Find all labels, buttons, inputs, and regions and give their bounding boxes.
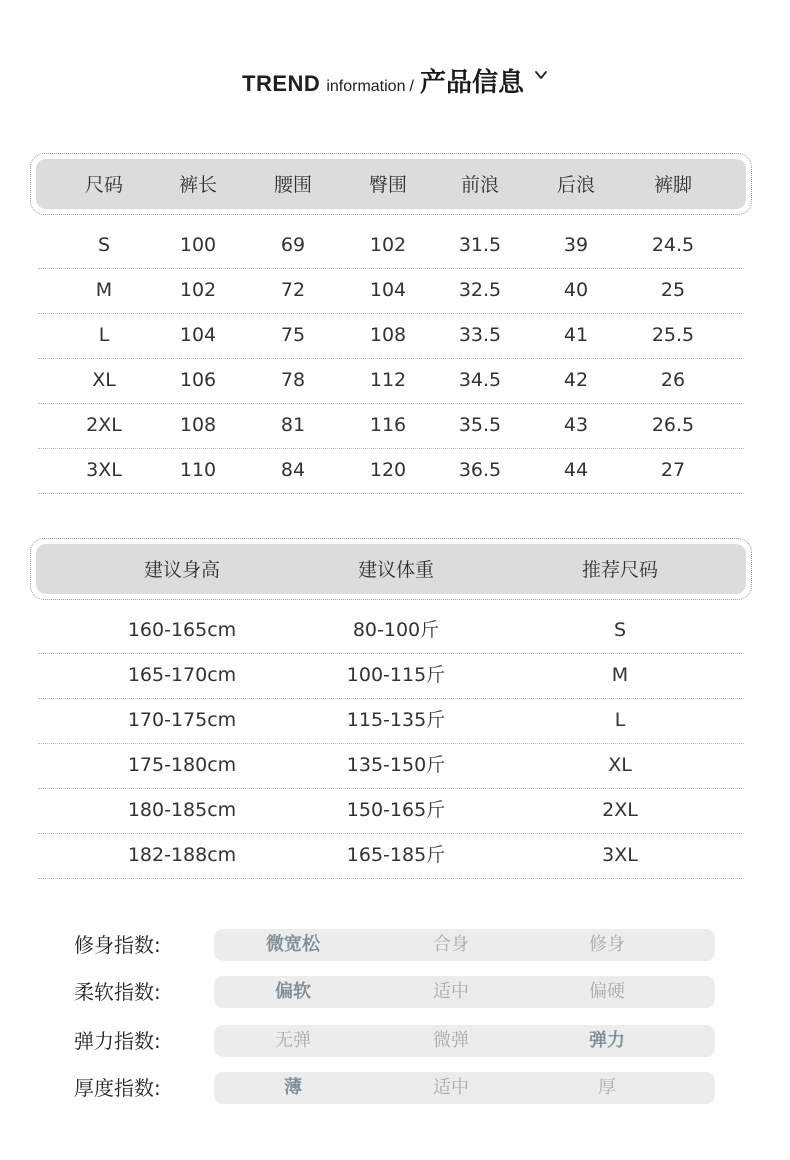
index-label: 弹力指数: xyxy=(74,1029,161,1053)
index-label: 柔软指数: xyxy=(74,980,161,1004)
title-slash: / xyxy=(409,78,414,95)
size-col-header: 后浪 xyxy=(556,174,595,196)
index-option: 无弹 xyxy=(275,1030,311,1051)
size-table-cell: 75 xyxy=(280,324,306,346)
size-table-cell: M xyxy=(95,279,113,301)
size-table-cell: 2XL xyxy=(86,414,122,436)
section-title xyxy=(0,62,790,106)
recommend-table-cell: 182-188cm xyxy=(127,844,237,866)
index-option: 厚 xyxy=(598,1077,616,1098)
recommend-table-cell: L xyxy=(614,709,626,731)
size-table-cell: S xyxy=(97,234,111,256)
table-row-divider xyxy=(38,358,744,359)
size-table-cell: 72 xyxy=(280,279,306,301)
size-col-header: 臀围 xyxy=(368,174,407,196)
table-row-divider xyxy=(38,788,744,789)
table-row-divider xyxy=(38,833,744,834)
recommend-table-cell: S xyxy=(613,619,627,641)
recommend-table-cell: 100-115斤 xyxy=(346,664,446,686)
table-row-divider xyxy=(38,743,744,744)
recommend-table-cell: 115-135斤 xyxy=(346,709,446,731)
recommend-table-cell: 3XL xyxy=(602,844,638,866)
size-col-header: 尺码 xyxy=(84,174,123,196)
size-table-cell: 25 xyxy=(660,279,686,301)
index-label: 厚度指数: xyxy=(74,1076,161,1100)
size-table-cell: 34.5 xyxy=(458,369,502,391)
index-option-selected: 弹力 xyxy=(589,1030,625,1051)
recommend-table-cell: 135-150斤 xyxy=(346,754,446,776)
table-row-divider xyxy=(38,493,744,494)
size-table-cell: 120 xyxy=(369,459,407,481)
title-information: information xyxy=(326,78,406,95)
recommend-table-cell: 175-180cm xyxy=(127,754,237,776)
size-table-cell: 104 xyxy=(179,324,217,346)
size-table-cell: 108 xyxy=(179,414,217,436)
size-table-cell: 42 xyxy=(563,369,589,391)
index-option: 适中 xyxy=(433,981,469,1002)
recommend-table-cell: 150-165斤 xyxy=(346,799,446,821)
size-col-header: 前浪 xyxy=(460,174,499,196)
recommend-col-header: 推荐尺码 xyxy=(581,559,658,581)
recommend-table-cell: 180-185cm xyxy=(127,799,237,821)
size-table-cell: L xyxy=(98,324,110,346)
table-row-divider xyxy=(38,878,744,879)
size-table-cell: 25.5 xyxy=(651,324,695,346)
index-option: 偏硬 xyxy=(589,981,625,1002)
chevron-down-icon xyxy=(534,68,548,82)
size-table-cell: 27 xyxy=(660,459,686,481)
size-table-cell: 41 xyxy=(563,324,589,346)
size-table-cell: 26.5 xyxy=(651,414,695,436)
index-option-selected: 偏软 xyxy=(275,981,311,1002)
size-table-cell: 35.5 xyxy=(458,414,502,436)
recommend-table-cell: 160-165cm xyxy=(127,619,237,641)
table-row-divider xyxy=(38,653,744,654)
size-table-cell: 32.5 xyxy=(458,279,502,301)
recommend-col-header: 建议身高 xyxy=(143,559,220,581)
table-row-divider xyxy=(38,448,744,449)
recommend-table-cell: 170-175cm xyxy=(127,709,237,731)
index-option-selected: 微宽松 xyxy=(266,934,320,955)
recommend-table-cell: 165-170cm xyxy=(127,664,237,686)
size-table-cell: 81 xyxy=(280,414,306,436)
size-col-header: 腰围 xyxy=(273,174,312,196)
size-table-cell: 31.5 xyxy=(458,234,502,256)
size-col-header: 裤长 xyxy=(178,174,217,196)
size-table-cell: 106 xyxy=(179,369,217,391)
title-trend: TREND xyxy=(242,71,321,96)
size-table-cell: 3XL xyxy=(86,459,122,481)
size-table-cell: 102 xyxy=(369,234,407,256)
size-table-cell: 100 xyxy=(179,234,217,256)
size-table-cell: 40 xyxy=(563,279,589,301)
table-row-divider xyxy=(38,313,744,314)
recommend-table-cell: 165-185斤 xyxy=(346,844,446,866)
size-table-cell: 43 xyxy=(563,414,589,436)
table-row-divider xyxy=(38,403,744,404)
index-option: 适中 xyxy=(433,1077,469,1098)
title-product-info: 产品信息 xyxy=(419,68,524,98)
recommend-table-cell: M xyxy=(611,664,629,686)
size-table-cell: 116 xyxy=(369,414,407,436)
recommend-col-header: 建议体重 xyxy=(357,559,434,581)
size-table-cell: 112 xyxy=(369,369,407,391)
table-row-divider xyxy=(38,268,744,269)
size-table-cell: 84 xyxy=(280,459,306,481)
table-row-divider xyxy=(38,698,744,699)
size-table-cell: 108 xyxy=(369,324,407,346)
size-table-cell: 36.5 xyxy=(458,459,502,481)
size-table-cell: 104 xyxy=(369,279,407,301)
recommend-table-cell: XL xyxy=(608,754,632,776)
size-table-cell: 33.5 xyxy=(458,324,502,346)
index-option-selected: 薄 xyxy=(284,1077,302,1098)
size-table-cell: 26 xyxy=(660,369,686,391)
recommend-table-cell: 80-100斤 xyxy=(352,619,440,641)
index-option: 修身 xyxy=(589,934,625,955)
size-table-cell: 44 xyxy=(563,459,589,481)
size-table-cell: 24.5 xyxy=(651,234,695,256)
size-table-cell: 110 xyxy=(179,459,217,481)
index-option: 微弹 xyxy=(433,1030,469,1051)
size-table-cell: XL xyxy=(92,369,116,391)
index-option: 合身 xyxy=(433,934,469,955)
size-col-header: 裤脚 xyxy=(653,174,692,196)
size-table-cell: 39 xyxy=(563,234,589,256)
recommend-table-cell: 2XL xyxy=(602,799,638,821)
size-table-cell: 78 xyxy=(280,369,306,391)
size-table-cell: 102 xyxy=(179,279,217,301)
index-label: 修身指数: xyxy=(74,933,161,957)
size-table-cell: 69 xyxy=(280,234,306,256)
